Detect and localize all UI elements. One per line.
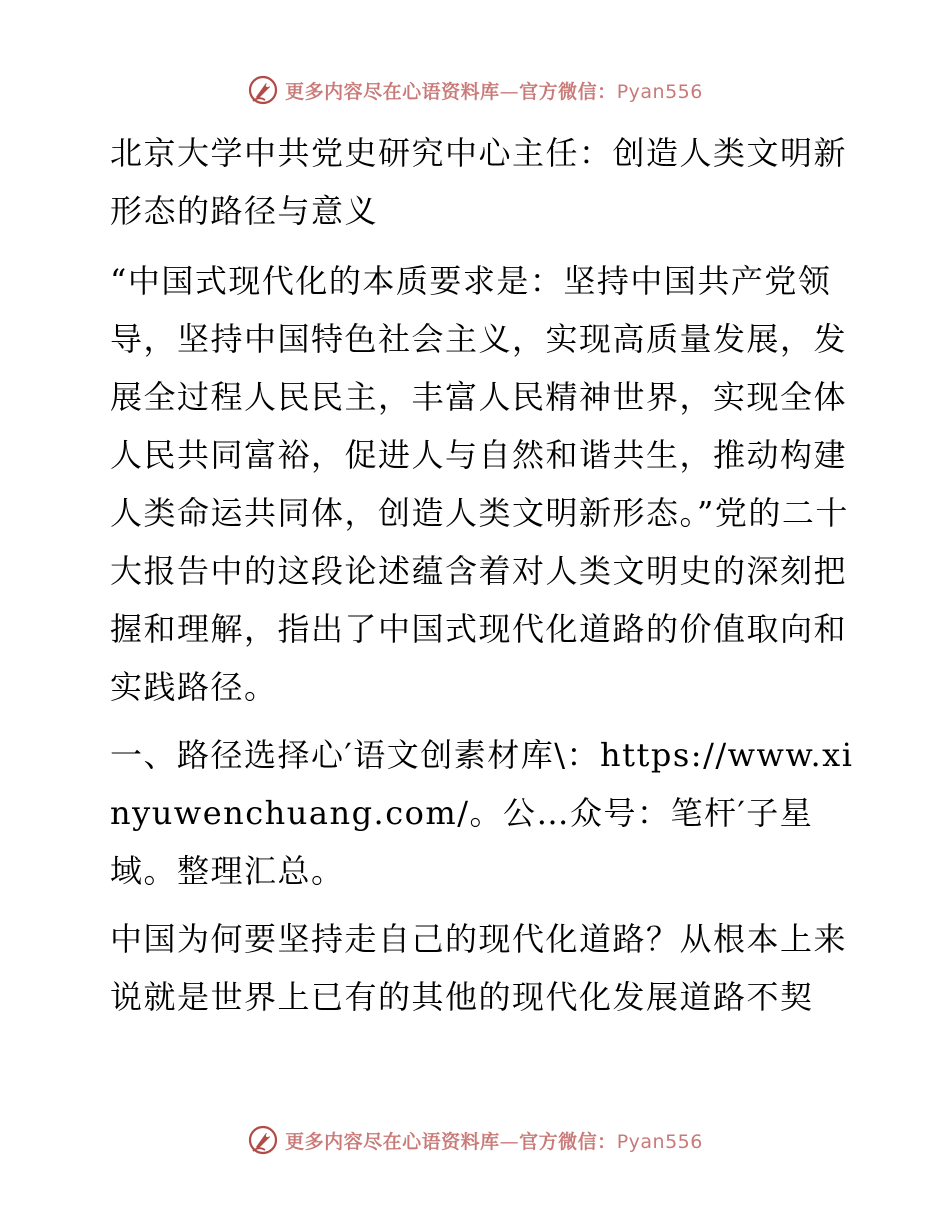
paragraph-intro: “中国式现代化的本质要求是：坚持中国共产党领导，坚持中国特色社会主义，实现高质量发展，发展全过程人民民主，丰富人民精神世界，实现全体人民共同富裕，促进人与自然和谐共生，推动构建人类命运共同体，创造人类文明新形态。”党的二十大报告中的这段论述蕴含着对人类文明史的深刻把握和理解，指出了中国式现代化道路的价值取向和实践路径。 — [110, 262, 849, 706]
pen-nib-logo-icon — [247, 74, 279, 106]
document-body — [98, 124, 858, 1036]
watermark-text: 更多内容尽在心语资料库—官方微信：Pyan556 — [285, 80, 703, 103]
watermark-text: 更多内容尽在心语资料库—官方微信：Pyan556 — [285, 1130, 703, 1153]
document-title: 北京大学中共党史研究中心主任：创造人类文明新形态的路径与意义 — [110, 134, 848, 230]
paragraph-question: 中国为何要坚持走自己的现代化道路？从根本上来说就是世界上已有的其他的现代化发展道路不契 — [110, 920, 848, 1016]
paragraph-section-one: 一、路径选择心′语文创素材库\：https://www.xinyuwenchuang.com/。公…众号：笔杆′子星域。整理汇总。 — [110, 736, 854, 890]
footer-watermark — [0, 1122, 950, 1158]
pen-nib-logo-icon — [247, 1124, 279, 1156]
header-watermark — [0, 72, 950, 108]
